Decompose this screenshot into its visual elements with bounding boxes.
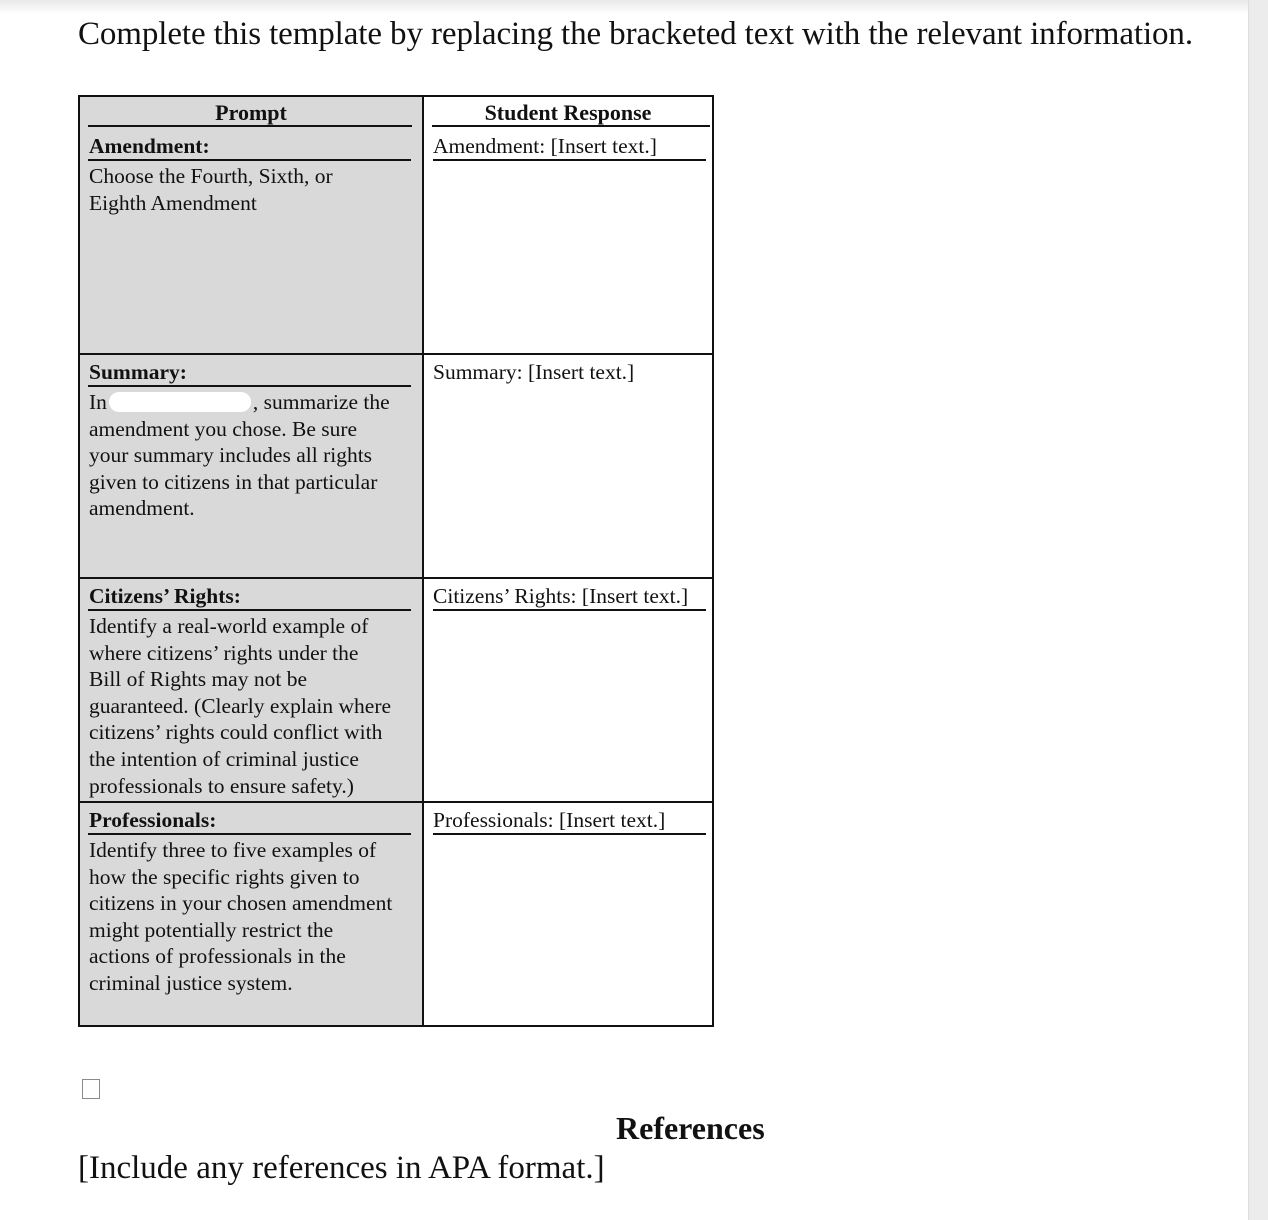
prompt-cell-amendment — [80, 129, 422, 354]
citizens-rights-label: Citizens’ Rights: — [88, 583, 411, 611]
header-student-response: Student Response — [424, 97, 712, 129]
summary-text-start: In — [89, 390, 107, 414]
amendment-label: Amendment: — [88, 133, 411, 161]
professionals-response-field[interactable]: Professionals: [Insert text.] — [433, 807, 706, 835]
references-heading: References — [616, 1110, 765, 1146]
citizens-rights-prompt-text: Identify a real-world example of where citizens’ rights under the Bill of Rights may not be guaranteed. (Clearly explain where citizens’ rights could conflict with the intention of criminal justice professionals to ensure safety.) — [89, 614, 392, 798]
instruction-text: Complete this template by replacing the bracketed text with the relevant information. — [78, 16, 1193, 52]
summary-response-field[interactable]: Summary: [Insert text.] — [433, 360, 635, 384]
summary-prompt-text — [89, 389, 414, 522]
summary-text-rest: , summarize the amendment you chose. Be sure your summary includes all rights given to citizens in that particular amendment. — [89, 390, 390, 521]
citizens-rights-response-field[interactable]: Citizens’ Rights: [Insert text.] — [433, 583, 706, 611]
summary-label: Summary: — [88, 359, 411, 387]
professionals-prompt-text: Identify three to five examples of how the specific rights given to citizens in your chosen amendment might potentially restrict the actions of professionals in the criminal justice system. — [89, 838, 393, 995]
professionals-label: Professionals: — [88, 807, 411, 835]
row-professionals — [80, 803, 712, 1025]
amendment-response-field[interactable]: Amendment: [Insert text.] — [433, 133, 706, 161]
row-citizens-rights — [80, 579, 712, 802]
response-cell-summary[interactable] — [424, 355, 712, 578]
checkbox-icon[interactable] — [82, 1079, 100, 1099]
response-cell-professionals[interactable] — [424, 803, 712, 1025]
row-amendment — [80, 129, 712, 354]
template-table — [78, 95, 714, 1027]
response-cell-amendment[interactable] — [424, 129, 712, 354]
column-divider — [422, 97, 424, 1025]
header-prompt: Prompt — [80, 97, 422, 129]
header-rule-prompt — [88, 125, 412, 127]
amendment-prompt-text: Choose the Fourth, Sixth, or Eighth Amendment — [89, 164, 333, 215]
prompt-cell-citizens-rights — [80, 579, 422, 802]
row-summary — [80, 355, 712, 578]
references-note[interactable]: [Include any references in APA format.] — [78, 1150, 605, 1186]
top-shadow — [0, 0, 1268, 14]
scrollbar-track[interactable] — [1248, 0, 1268, 1220]
prompt-cell-summary — [80, 355, 422, 578]
response-cell-citizens-rights[interactable] — [424, 579, 712, 802]
prompt-cell-professionals — [80, 803, 422, 1025]
redacted-text-block — [109, 392, 251, 412]
header-rule-response — [432, 125, 710, 127]
